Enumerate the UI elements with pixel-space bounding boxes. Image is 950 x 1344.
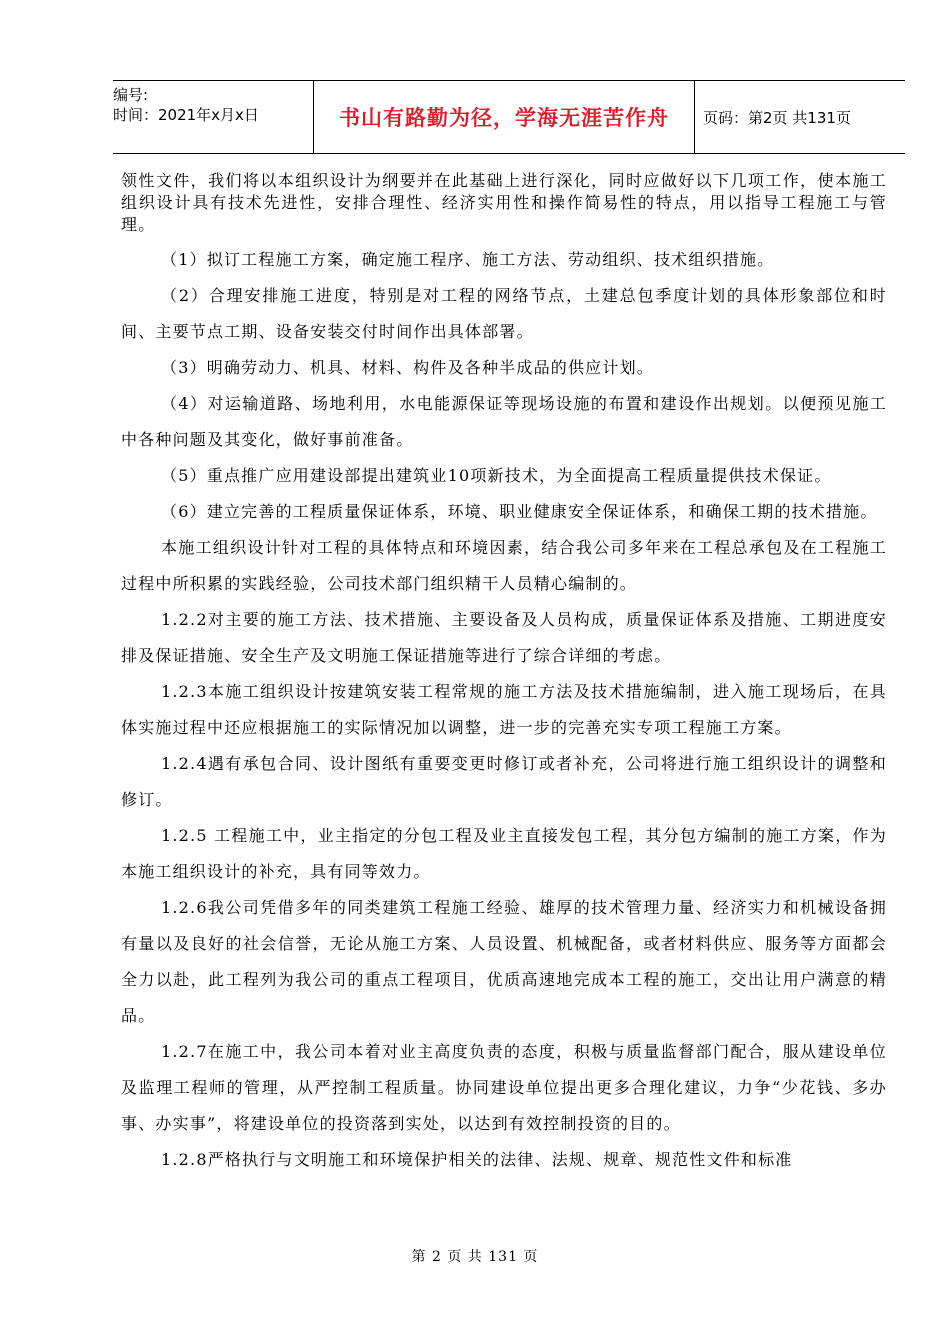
header-page-info: 页码：第2页 共131页 xyxy=(703,108,851,127)
body-paragraph: 1.2.3本施工组织设计按建筑安装工程常规的施工方法及技术措施编制，进入施工现场后，在具体实施过程中还应根据施工的实际情况加以调整，进一步的完善充实专项工程施工方案。 xyxy=(121,682,887,737)
body-paragraph: （4）对运输道路、场地利用，水电能源保证等现场设施的布置和建设作出规划。以便预见施工中各种问题及其变化，做好事前准备。 xyxy=(121,394,887,449)
header-meta xyxy=(113,81,313,153)
page-footer: 第 2 页 共 131 页 xyxy=(411,1249,539,1265)
document-time-label: 时间：2021年x月x日 xyxy=(113,106,259,124)
body-paragraph: 1.2.5 工程施工中，业主指定的分包工程及业主直接发包工程，其分包方编制的施工方案，作为本施工组织设计的补充，具有同等效力。 xyxy=(121,826,887,881)
body-paragraph: 1.2.2对主要的施工方法、技术措施、主要设备及人员构成，质量保证体系及措施、工期进度安排及保证措施、安全生产及文明施工保证措施等进行了综合详细的考虑。 xyxy=(121,610,887,665)
body-paragraph: 1.2.8严格执行与文明施工和环境保护相关的法律、法规、规章、规范性文件和标准 xyxy=(161,1150,793,1169)
page-header xyxy=(113,80,905,154)
body-paragraph: 1.2.7在施工中，我公司本着对业主高度负责的态度，积极与质量监督部门配合，服从建设单位及监理工程师的管理，从严控制工程质量。协同建设单位提出更多合理化建议，力争“少花钱、多办事、办实事”，将建设单位的投资落到实处，以达到有效控制投资的目的。 xyxy=(121,1042,887,1133)
body-paragraph: 本施工组织设计针对工程的具体特点和环境因素，结合我公司多年来在工程总承包及在工程施工过程中所积累的实践经验，公司技术部门组织精干人员精心编制的。 xyxy=(121,538,887,593)
body-paragraph: （5）重点推广应用建设部提出建筑业10项新技术，为全面提高工程质量提供技术保证。 xyxy=(161,466,832,485)
document-number-label: 编号: xyxy=(113,86,149,104)
document-body xyxy=(121,170,887,1178)
body-paragraph: 1.2.6我公司凭借多年的同类建筑工程施工经验、雄厚的技术管理力量、经济实力和机械设备拥有量以及良好的社会信誉，无论从施工方案、人员设置、机械配备，或者材料供应、服务等方面都会全力以赴，此工程列为我公司的重点工程项目，优质高速地完成本工程的施工，交出让用户满意的精品。 xyxy=(121,898,887,1025)
body-paragraph: （6）建立完善的工程质量保证体系，环境、职业健康安全保证体系，和确保工期的技术措施。 xyxy=(161,502,878,521)
body-paragraph: 1.2.4遇有承包合同、设计图纸有重要变更时修订或者补充，公司将进行施工组织设计的调整和修订。 xyxy=(121,754,887,809)
body-paragraph: （2）合理安排施工进度，特别是对工程的网络节点，土建总包季度计划的具体形象部位和时间、主要节点工期、设备安装交付时间作出具体部署。 xyxy=(121,286,887,341)
header-motto: 书山有路勤为径，学海无涯苦作舟 xyxy=(313,81,695,153)
body-paragraph: （1）拟订工程施工方案，确定施工程序、施工方法、劳动组织、技术组织措施。 xyxy=(161,250,775,269)
body-paragraph: （3）明确劳动力、机具、材料、构件及各种半成品的供应计划。 xyxy=(161,358,654,377)
body-paragraph: 领性文件，我们将以本组织设计为纲要并在此基础上进行深化，同时应做好以下几项工作，使本施工组织设计具有技术先进性，安排合理性、经济实用性和操作简易性的特点，用以指导工程施工与管理。 xyxy=(121,171,887,234)
